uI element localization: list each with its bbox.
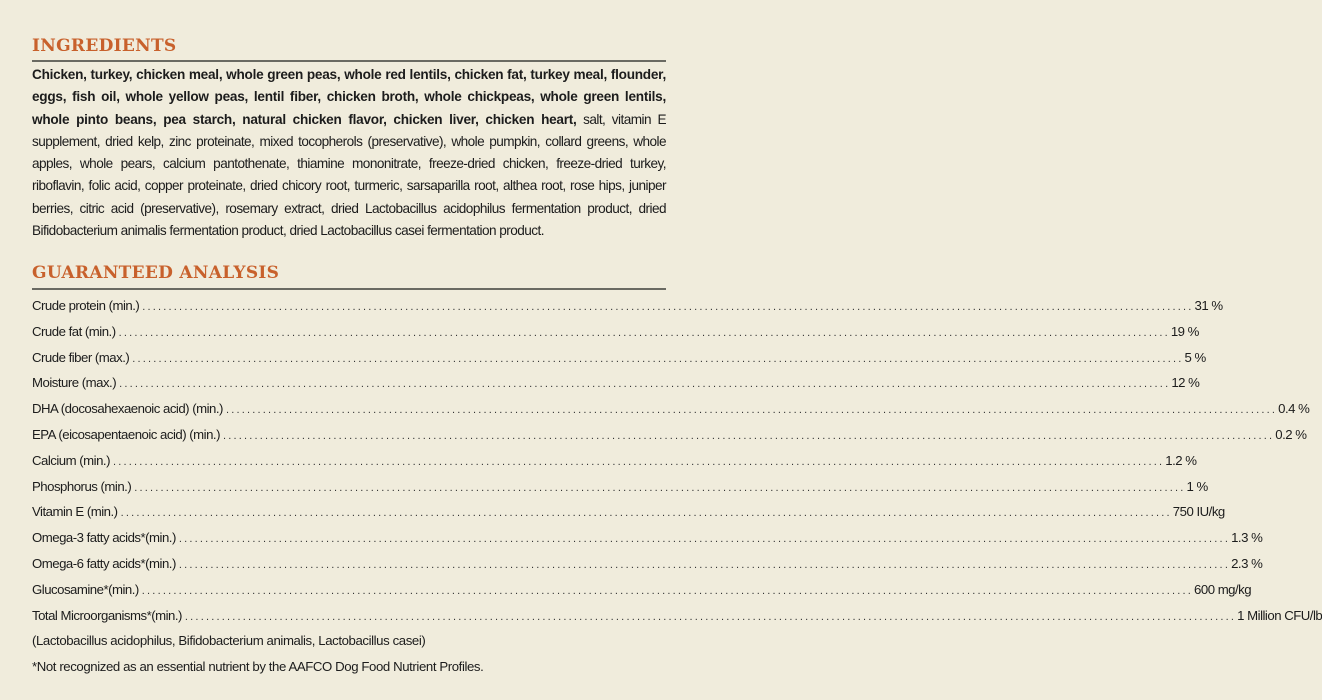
analysis-row [32, 448, 1197, 474]
analysis-label: Omega-6 fatty acids*(min.) [32, 555, 176, 571]
analysis-value: 12 % [1171, 375, 1200, 391]
dot-leader: ........................................................................................................................................................................................................ [134, 481, 1186, 494]
analysis-value: 1 Million CFU/lb [1237, 607, 1322, 623]
analysis-row [32, 499, 1225, 525]
dot-leader: ........................................................................................................................................................................................................ [184, 610, 1237, 623]
analysis-label: Glucosamine*(min.) [32, 581, 139, 597]
analysis-row [32, 293, 1223, 319]
dot-leader: ........................................................................................................................................................................................................ [223, 429, 1275, 442]
analysis-value: 0.2 % [1275, 426, 1307, 442]
dot-leader: ........................................................................................................................................................................................................ [113, 455, 1165, 468]
dot-leader: ........................................................................................................................................................................................................ [178, 558, 1231, 571]
ingredients-list [32, 64, 666, 242]
ingredients-primary: Chicken, turkey, chicken meal, whole green peas, whole red lentils, chicken fat, turkey meal, flounder, eggs, fish oil, whole yellow peas, lentil fiber, chicken broth, whole chickpeas, whole green lentils, whole pinto beans, pea starch, natural chicken flavor, chicken liver, chicken heart, [32, 67, 666, 127]
analysis-row [32, 319, 1199, 345]
analysis-label: Moisture (max.) [32, 375, 117, 391]
ingredients-secondary: salt, vitamin E supplement, dried kelp, zinc proteinate, mixed tocopherols (preservative), whole pumpkin, collard greens, whole apples, whole pears, calcium pantothenate, thiamine mononitrate, freeze-dried chicken, freeze-dried turkey, riboflavin, folic acid, copper proteinate, dried chicory root, turmeric, sarsaparilla root, althea root, rose hips, juniper berries, citric acid (preservative), rosemary extract, dried Lactobacillus acidophilus fermentation product, dried Bifidobacterium animalis fermentation product, dried Lactobacillus casei fermentation product. [32, 111, 666, 239]
analysis-row [32, 345, 1206, 371]
analysis-value: 19 % [1170, 323, 1199, 339]
analysis-row [32, 603, 1322, 629]
analysis-label: Crude protein (min.) [32, 298, 140, 313]
ingredients-heading: INGREDIENTS [32, 36, 177, 56]
analysis-label: Crude fat (min.) [32, 323, 116, 339]
analysis-value: 1 % [1186, 478, 1208, 494]
analysis-value: 0.4 % [1278, 401, 1310, 417]
dot-leader: ........................................................................................................................................................................................................ [225, 404, 1278, 417]
dot-leader: ........................................................................................................................................................................................................ [120, 507, 1172, 520]
analysis-row [32, 422, 1307, 448]
analysis-label: Vitamin E (min.) [32, 504, 118, 520]
microorganisms-note: (Lactobacillus acidophilus, Bifidobacterium animalis, Lactobacillus casei) [32, 633, 426, 649]
analysis-label: Phosphorus (min.) [32, 478, 132, 494]
analysis-value: 31 % [1194, 298, 1223, 313]
analysis-value: 750 IU/kg [1172, 504, 1225, 520]
guaranteed-analysis-table [32, 293, 1322, 680]
analysis-label: Calcium (min.) [32, 452, 110, 468]
analysis-label: Crude fiber (max.) [32, 349, 130, 365]
footnote: *Not recognized as an essential nutrient by the AAFCO Dog Food Nutrient Profiles. [32, 659, 484, 675]
analysis-label: DHA (docosahexaenoic acid) (min.) [32, 401, 223, 417]
dot-leader: ........................................................................................................................................................................................................ [141, 584, 1194, 597]
analysis-label: Omega-3 fatty acids*(min.) [32, 530, 176, 546]
guaranteed-analysis-heading: GUARANTEED ANALYSIS [32, 263, 280, 283]
analysis-value: 600 mg/kg [1194, 581, 1252, 597]
analysis-row [32, 525, 1263, 551]
dot-leader: ........................................................................................................................................................................................................ [142, 301, 1194, 313]
analysis-row [32, 577, 1252, 603]
analysis-label: Total Microorganisms*(min.) [32, 607, 182, 623]
dot-leader: ........................................................................................................................................................................................................ [132, 352, 1184, 365]
dot-leader: ........................................................................................................................................................................................................ [118, 326, 1170, 339]
analysis-row [32, 474, 1208, 500]
analysis-row [32, 370, 1200, 396]
analysis-row [32, 396, 1310, 422]
analysis-value: 2.3 % [1231, 555, 1263, 571]
analysis-value: 1.3 % [1231, 530, 1263, 546]
guaranteed-analysis-divider [32, 288, 666, 290]
dot-leader: ........................................................................................................................................................................................................ [178, 533, 1231, 546]
ingredients-divider [32, 60, 666, 62]
analysis-label: EPA (eicosapentaenoic acid) (min.) [32, 426, 220, 442]
analysis-value: 1.2 % [1165, 452, 1197, 468]
dot-leader: ........................................................................................................................................................................................................ [119, 378, 1171, 391]
analysis-value: 5 % [1184, 349, 1206, 365]
analysis-row [32, 551, 1263, 577]
